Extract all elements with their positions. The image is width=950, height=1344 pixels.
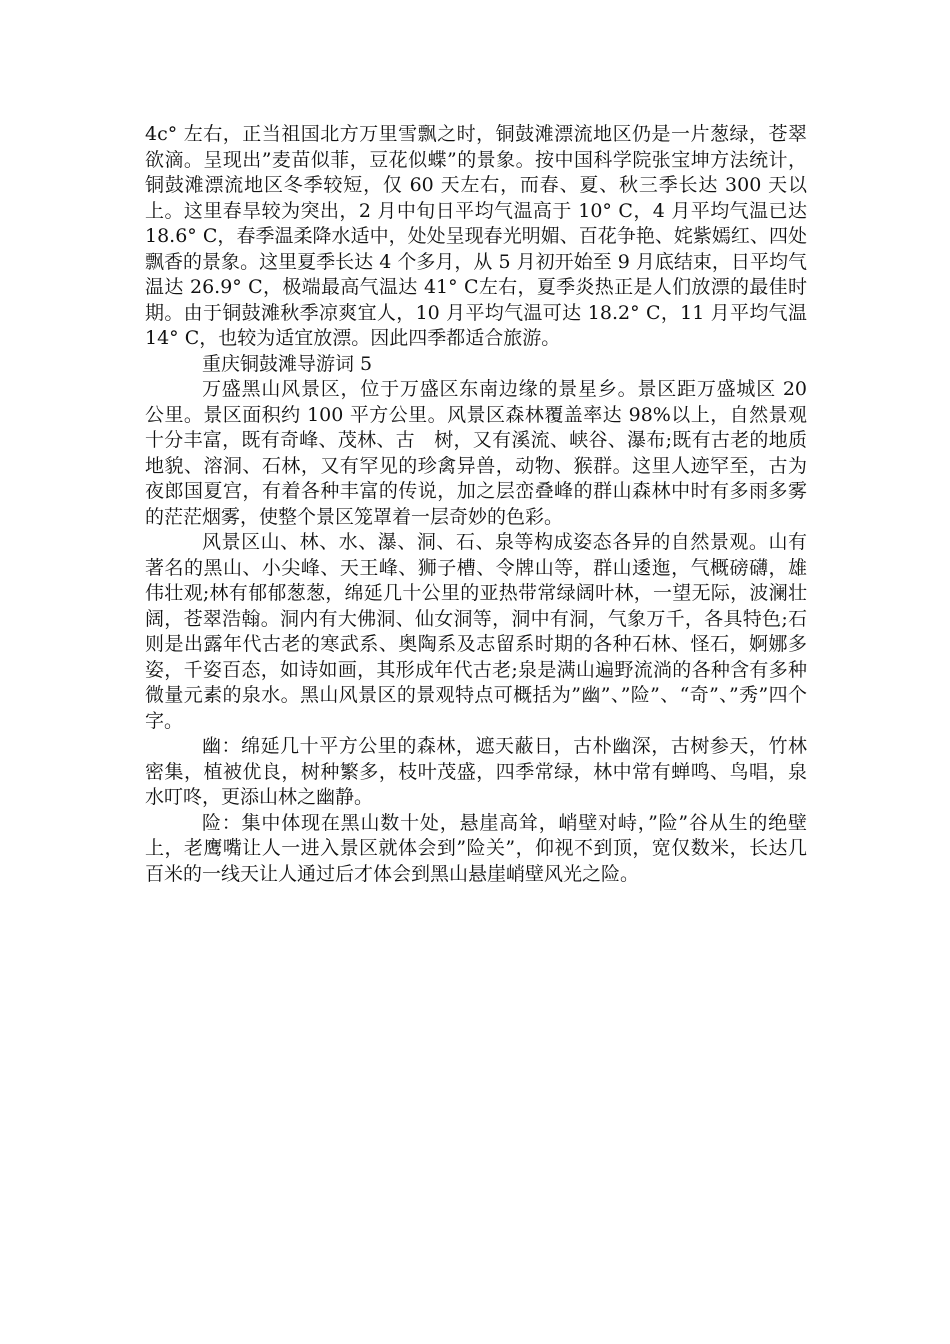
paragraph-xian: 险：集中体现在黑山数十处，悬崖高耸，峭壁对峙，”险”谷从生的绝壁上，老鹰嘴让人一进入景区就体会到”险关”，仰视不到顶，宽仅数米，长达几百米的一线天让人通过后才体会到黑山悬崖峭壁风光之险。 — [145, 811, 807, 885]
paragraph-climate: 4c° 左右，正当祖国北方万里雪飘之时，铜鼓滩漂流地区仍是一片葱绿，苍翠欲滴。呈现出”麦苗似菲，豆花似蝶”的景象。按中国科学院张宝坤方法统计，铜鼓滩漂流地区冬季较短，仅 60 天左右，而春、夏、秋三季长达 300 天以上。这里春旱较为突出，2 月中旬日平均气温高于 10° C，4 月平均气温已达 18.6° C，春季温柔降水适中，处处呈现春光明媚、百花争艳、姹紫嫣红、四处飘香的景象。这里夏季长达 4 个多月，从 5 月初开始至 9 月底结束，日平均气温达 26.9° C，极端最高气温达 41° C左右，夏季炎热正是人们放漂的最佳时期。由于铜鼓滩秋季凉爽宜人，10 月平均气温可达 18.2° C，11 月平均气温 14° C，也较为适宜放漂。因此四季都适合旅游。 — [145, 123, 807, 349]
paragraph-you: 幽：绵延几十平方公里的森林，遮天蔽日，古朴幽深，古树参天，竹林密集，植被优良，树种繁多，枝叶茂盛，四季常绿，林中常有蝉鸣、鸟唱，泉水叮咚，更添山林之幽静。 — [145, 735, 807, 808]
paragraph-landscape: 风景区山、林、水、瀑、洞、石、泉等构成姿态各异的自然景观。山有著名的黑山、小尖峰、天王峰、狮子槽、令牌山等，群山逶迤，气概磅礴，雄伟壮观;林有郁郁葱葱，绵延几十公里的亚热带常绿阔叶林，一望无际，波澜壮阔，苍翠浩翰。洞内有大佛洞、仙女洞等，洞中有洞，气象万千，各具特色;石则是出露年代古老的寒武系、奥陶系及志留系时期的各种石林、怪石，婀娜多姿，千姿百态，如诗如画，其形成年代古老;泉是满山遍野流淌的各种含有多种微量元素的泉水。黑山风景区的景观特点可概括为”幽”、”险”、“奇”、”秀”四个字。 — [145, 531, 807, 732]
paragraph-heishan-intro: 万盛黑山风景区，位于万盛区东南边缘的景星乡。景区距万盛城区 20 公里。景区面积约 100 平方公里。风景区森林覆盖率达 98%以上，自然景观十分丰富，既有奇峰、茂林、古 树，又有溪流、峡谷、瀑布;既有古老的地质地貌、溶洞、石林，又有罕见的珍禽异兽，动物、猴群。这里人迹罕至，古为夜郎国夏宫，有着各种丰富的传说，加之层峦叠峰的群山森林中时有多雨多雾的茫茫烟雾，使整个景区笼罩着一层奇妙的色彩。 — [145, 378, 807, 528]
document-page — [145, 122, 807, 887]
section-heading: 重庆铜鼓滩导游词 5 — [202, 352, 373, 375]
